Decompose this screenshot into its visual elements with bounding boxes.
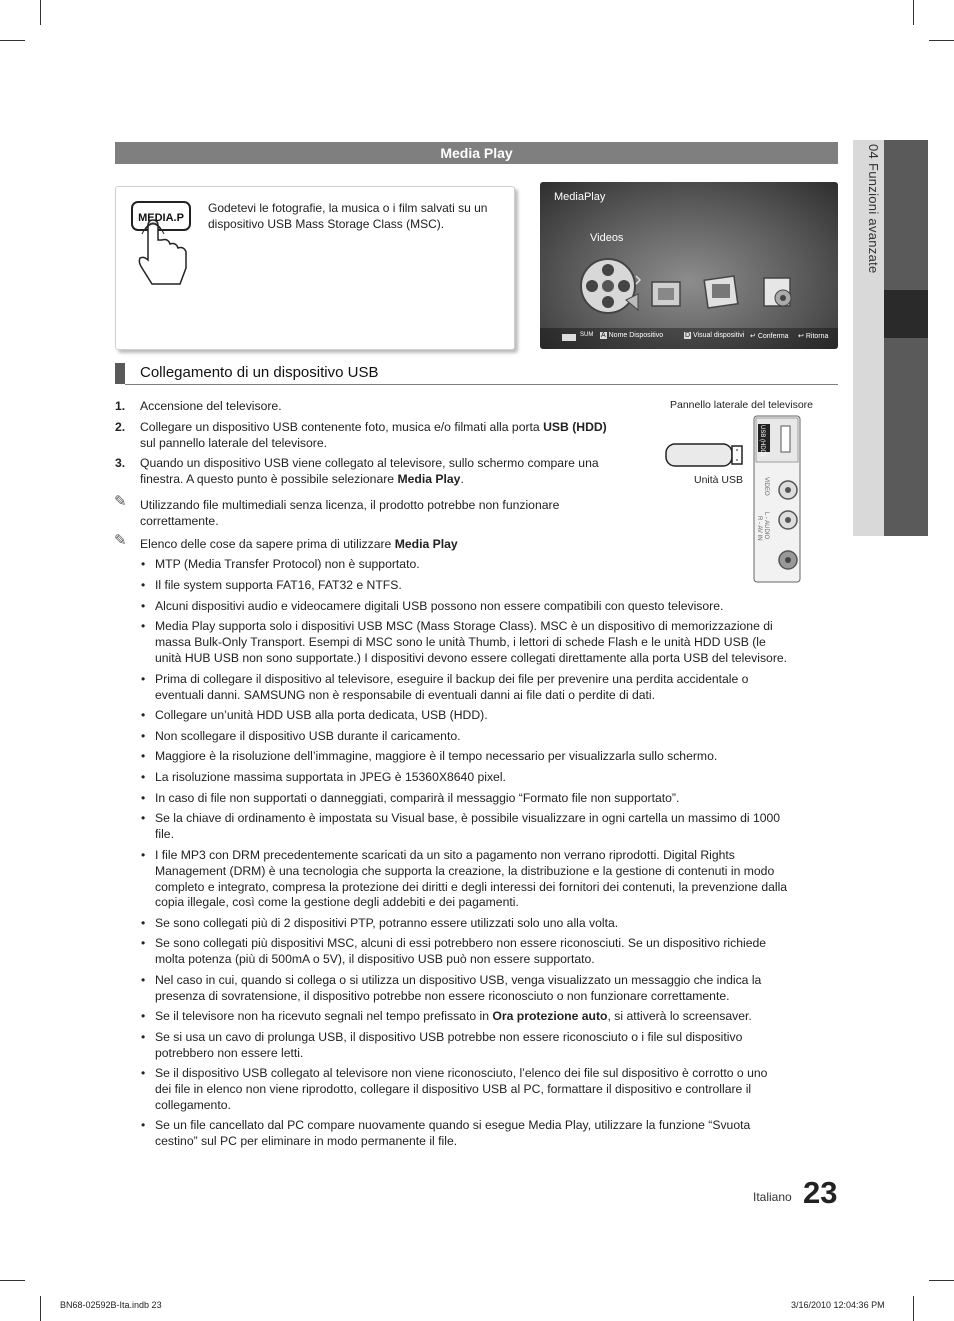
list-item: Se un file cancellato dal PC compare nuovamente quando si esegue Media Play, utilizzare la funzione “Svuota	[155, 1118, 751, 1132]
film-reel-icon	[581, 259, 638, 313]
bullet-marker: •	[141, 770, 146, 784]
diagram-jack-label: R - AV IN	[756, 516, 762, 541]
step-text-continued: finestra. A questo punto è possibile selezionare Media Play.	[140, 472, 464, 486]
list-item: Collegare un’unità HDD USB alla porta dedicata, USB (HDD).	[155, 708, 488, 722]
list-item: Maggiore è la risoluzione dell’immagine, maggiore è il tempo necessario per visualizzarla sullo schermo.	[155, 749, 718, 763]
list-item: MTP (Media Transfer Protocol) non è supportato.	[155, 557, 420, 571]
screen-icons	[578, 254, 808, 316]
list-item: presenza di sovratensione, il dispositivo potrebbe non essere riconosciuto o non funzionare correttamente.	[155, 988, 730, 1003]
list-item: Nel caso in cui, quando si collega o si utilizza un dispositivo USB, venga visualizzato un messaggio che indica la	[155, 973, 762, 987]
list-item: dei file in elenco non viene riprodotto, collegare il dispositivo USB al PC, formattare il dispositivo e controllare il	[155, 1081, 752, 1096]
list-item: Se sono collegati più di 2 dispositivi PTP, potranno essere utilizzati solo uno alla volta.	[155, 916, 619, 930]
list-item: Management (DRM) è una tecnologia che supporta la creazione, la distribuzione e la gestione di contenuti in modo	[155, 863, 775, 878]
media-button-label: MEDIA.P	[138, 212, 184, 224]
list-item: Non scollegare il dispositivo USB durante il caricamento.	[155, 729, 461, 743]
section-title: Media Play	[115, 142, 838, 164]
screen-view-devices: D Visual dispositivi	[685, 332, 745, 339]
list-item: Se si usa un cavo di prolunga USB, il dispositivo USB potrebbe non essere riconosciuto o i file sul dispositivo	[155, 1030, 743, 1044]
subsection-title: Collegamento di un dispositivo USB	[140, 364, 379, 381]
list-item: cestino” sul PC per eliminare in modo permanente il file.	[155, 1133, 458, 1148]
note-text-continued: correttamente.	[140, 514, 219, 528]
subsection-marker	[115, 363, 125, 384]
mediaplay-screen	[540, 182, 838, 349]
media-box-description: Godetevi le fotografie, la musica o i film salvati su un dispositivo USB Mass Storage Class (MSC).	[208, 201, 488, 231]
screen-sum-label: SUM	[580, 332, 594, 338]
footer-file: BN68-02592B-Ita.indb 23	[60, 1300, 162, 1310]
list-item: file.	[155, 826, 174, 841]
d-button-icon: D	[685, 332, 691, 339]
screen-title: MediaPlay	[554, 191, 606, 203]
bullet-marker: •	[141, 1118, 146, 1132]
list-item: unità HUB USB non sono supportate.) I dispositivi devono essere collegati direttamente alla porta USB del televisore.	[155, 650, 788, 665]
diagram-jack-label: L - AUDIO	[763, 512, 769, 540]
bullet-marker: •	[141, 599, 146, 613]
bullet-marker: •	[141, 848, 146, 862]
diagram-panel-label: Pannello laterale del televisore	[670, 399, 814, 411]
bullet-marker: •	[141, 973, 146, 987]
bullet-marker: •	[141, 936, 146, 950]
settings-icon	[764, 278, 791, 306]
page-number: 23	[803, 1175, 838, 1210]
bullet-marker: •	[141, 672, 146, 686]
list-item: Se il televisore non ha ricevuto segnali nel tempo prefissato in Ora protezione auto, si attiverà lo screensaver.	[155, 1009, 752, 1023]
list-item: eventuali danni. SAMSUNG non è responsabile di eventuali danni ai file dati o perdite di dati.	[155, 687, 655, 702]
subsection-divider	[125, 384, 838, 385]
bullet-marker: •	[141, 619, 146, 633]
media-button-icon	[130, 196, 200, 288]
diagram-jack-label: VIDEO	[763, 477, 769, 496]
note-text: Elenco delle cose da sapere prima di utilizzare Media Play	[140, 537, 458, 551]
side-tab-label: 04 Funzioni avanzate	[866, 144, 881, 274]
list-item: Se il dispositivo USB collegato al televisore non viene riconosciuto, l’elenco dei file sul dispositivo è corrotto o uno	[155, 1066, 768, 1080]
list-item: Se la chiave di ordinamento è impostata su Visual base, è possibile visualizzare in ogni cartella un massimo di 1000	[155, 811, 781, 825]
return-icon: ↩	[798, 333, 804, 340]
step-text-continued: sul pannello laterale del televisore.	[140, 436, 327, 450]
note-pencil-icon: ✎	[114, 493, 127, 510]
usb-drive-icon	[666, 444, 742, 466]
list-item: potrebbero non essere letti.	[155, 1045, 304, 1060]
bullet-marker: •	[141, 1030, 146, 1044]
step-text: Collegare un dispositivo USB contenente foto, musica e/o filmati alla porta USB (HDD)	[140, 420, 607, 434]
footer-date: 3/16/2010 12:04:36 PM	[791, 1300, 885, 1310]
usb-port	[781, 426, 790, 452]
list-item: Alcuni dispositivi audio e videocamere digitali USB possono non essere compatibili con questo televisore.	[155, 599, 724, 613]
list-item: Il file system supporta FAT16, FAT32 e NTFS.	[155, 578, 402, 592]
list-item: massa Bulk-Only Transport. Esempi di MSC sono le unità Thumb, i lettori di schede Flash e le unità HDD USB (le	[155, 634, 766, 649]
step-text: Quando un dispositivo USB viene collegato al televisore, sullo schermo compare una	[140, 456, 599, 470]
list-item: completo e integrato, compresa la protezione dei diritti e degli interessi dei fornitori dei contenuti, la prevenzione dalla	[155, 879, 788, 894]
bullet-marker: •	[141, 916, 146, 930]
bullet-marker: •	[141, 791, 146, 805]
enter-icon: ↵	[750, 333, 756, 340]
screen-back: ↩ Ritorna	[798, 333, 829, 340]
diagram-usb-label: Unità USB	[694, 474, 744, 486]
step-number: 2.	[115, 420, 126, 434]
footer-language: Italiano	[753, 1190, 792, 1204]
bullet-marker: •	[141, 729, 146, 743]
bullet-marker: •	[141, 1009, 146, 1023]
step-number: 1.	[115, 399, 126, 413]
list-item: In caso di file non supportati o danneggiati, comparirà il messaggio “Formato file non supportato”.	[155, 791, 680, 805]
list-item: I file MP3 con DRM precedentemente scaricati da un sito a pagamento non verrano riprodotti. Digital Rights	[155, 848, 735, 862]
music-icon	[704, 276, 738, 308]
list-item: molta potenza (più di 500mA o 5V), il dispositivo USB può non essere supportato.	[155, 951, 595, 966]
bullet-marker: •	[141, 557, 146, 571]
bullet-marker: •	[141, 811, 146, 825]
screen-selected-label: Videos	[590, 232, 624, 244]
list-item: Se sono collegati più dispositivi MSC, alcuni di essi potrebbero non essere riconosciuti. Se un dispositivo richiede	[155, 936, 767, 950]
photo-icon	[652, 282, 680, 306]
bullet-marker: •	[141, 749, 146, 763]
bullet-marker: •	[141, 578, 146, 592]
list-item: La risoluzione massima supportata in JPEG è 15360X8640 pixel.	[155, 770, 506, 784]
list-item: Media Play supporta solo i dispositivi USB MSC (Mass Storage Class). MSC è un dispositivo di memorizzazione di	[155, 619, 773, 633]
screen-confirm: ↵ Conferma	[750, 333, 789, 340]
side-tab-stripe	[884, 140, 928, 536]
diagram-usb-port-label: USB (HDD)	[759, 425, 765, 456]
screen-device-name: A Nome Dispositivo	[601, 332, 664, 339]
a-button-icon: A	[601, 332, 606, 339]
side-tab-active-marker	[884, 290, 928, 338]
step-number: 3.	[115, 456, 126, 470]
note-pencil-icon: ✎	[114, 532, 127, 549]
step-text: Accensione del televisore.	[140, 399, 282, 413]
bullet-marker: •	[141, 1066, 146, 1080]
bullet-marker: •	[141, 708, 146, 722]
list-item: collegamento.	[155, 1097, 231, 1112]
sum-icon	[562, 334, 576, 341]
list-item: Prima di collegare il dispositivo al televisore, eseguire il backup dei file per prevenire una perdita accidentale o	[155, 672, 749, 686]
list-item: copia illegale, così come la gestione degli addebiti e dei pagamenti.	[155, 895, 519, 910]
note-text: Utilizzando file multimediali senza licenza, il prodotto potrebbe non funzionare	[140, 498, 560, 512]
